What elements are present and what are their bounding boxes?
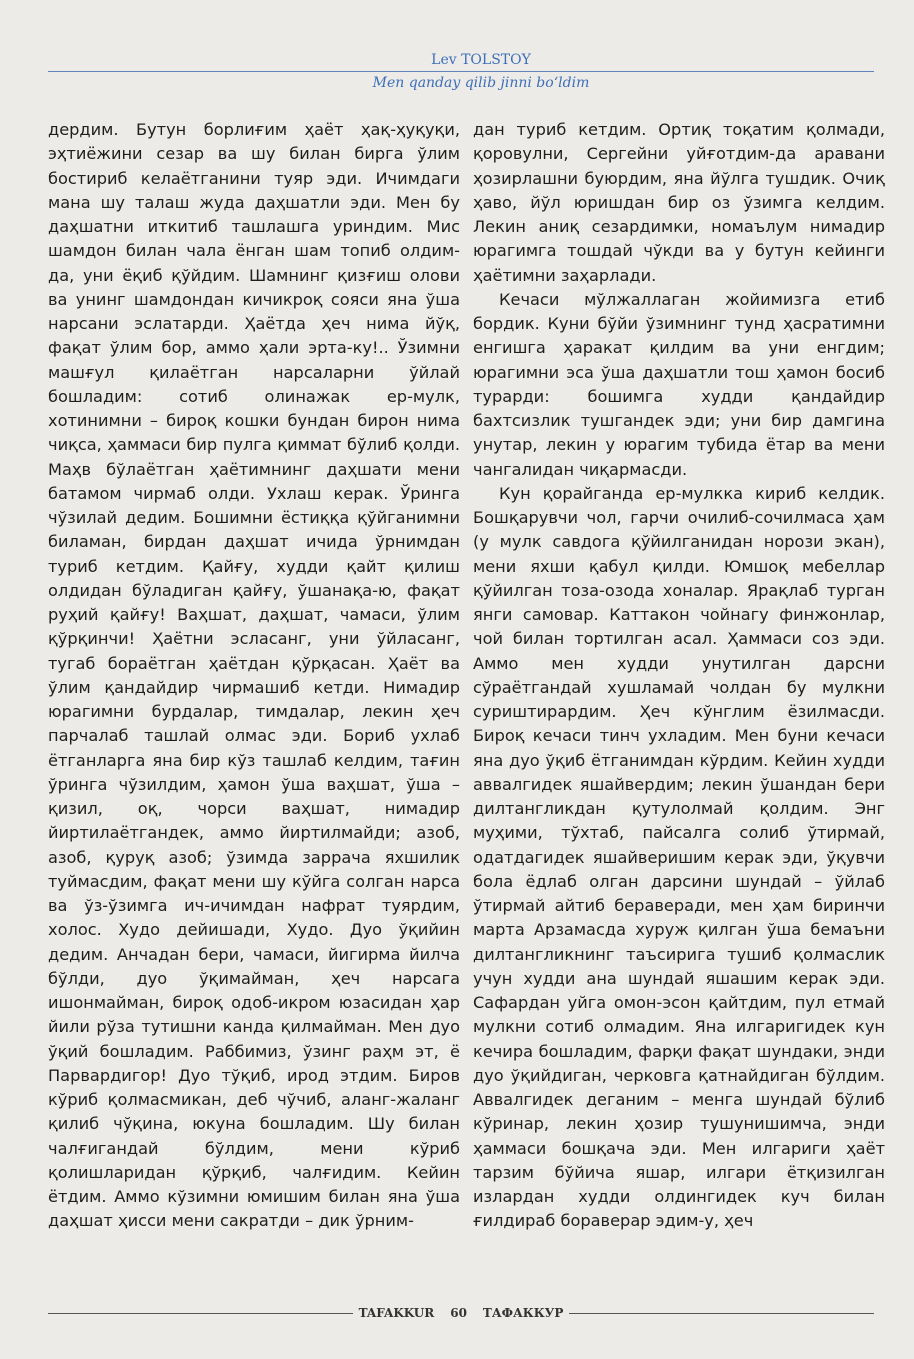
left-column	[48, 118, 460, 1234]
header-rule	[48, 71, 874, 72]
right-paragraph-1: дан туриб кетдим. Ортиқ тоқатим қолмади, қоровулни, Сергейни уйғотдим-да аравани ҳозирлашни буюрдим, яна йўлга тушдик. Очиқ ҳаво, йўл юришдан бир оз ўзимга келдим. Лекин аниқ сезардимки, номаълум нимадир юрагимга тошдай чўкди ва у бутун кейинги ҳаётимни заҳарлади.	[473, 120, 885, 285]
header-author: Lev TOLSTOY	[431, 52, 531, 68]
left-paragraph-1: дердим. Бутун борлиғим ҳаёт ҳақ-ҳуқуқи, эҳтиёжини сезар ва шу билан бирга ўлим бостириб келаётганини туяр эди. Ичимдаги мана шу талаш жуда даҳшатли эди. Мен бу даҳшатни иткитиб ташлашга уриндим. Мис шамдон билан чала ёнган шам топиб олдим-да, уни ёқиб қўйдим. Шамнинг қизғиш олови ва унинг шамдондан кичикроқ сояси яна ўша нарсани эслатарди. Ҳаётда ҳеч нима йўқ, фақат ўлим бор, аммо ҳали эрта-ку!.. Ўзимни машғул қилаётган нарсаларни ўйлай бошладим: сотиб олинажак ер-мулк, хотинимни – бироқ кошки бундан бирон нима чиқса, ҳаммаси бир пулга қиммат бўлиб қолди. Маҳв бўлаётган ҳаётимнинг даҳшати мени батамом чирмаб олди. Ухлаш керак. Ўринга чўзилай дедим. Бошимни ёстиққа қўйганимни биламан, бирдан даҳшат ичида ўрнимдан туриб кетдим. Қайғу, худди қайт қилиш олдидан бўладиган қайғу, ўшанақа-ю, фақат руҳий қайғу! Ваҳшат, даҳшат, чамаси, ўлим қўрқинчи! Ҳаётни эсласанг, уни ўйласанг, тугаб бораётган ҳаётдан қўрқасан. Ҳаёт ва ўлим қандайдир чирмашиб кетди. Нимадир юрагимни бурдалар, тимдалар, лекин ҳеч парчалаб ташлай олмас эди. Бориб ухлаб ётганларга яна бир кўз ташлаб келдим, тағин ўринга чўзилдим, ҳамон ўша ваҳшат, ўша – қизил, оқ, чорси ваҳшат, нимадир йиртилаётгандек, аммо йиртилмайди; азоб, азоб, қуруқ азоб; ўзимда заррача яхшилик туймасдим, фақат мени шу кўйга солган нарса ва ўз-ўзимга ич-ичимдан нафрат туярдим, холос. Худо дейишади, Худо. Дуо ўқийин дедим. Анчадан бери, чамаси, йигирма йилча бўлди, дуо ўқимайман, ҳеч нарсага ишонмайман, бироқ одоб-икром юзасидан ҳар йили рўза тутишни канда қилмайман. Мен дуо ўқий бошладим. Раббимиз, ўзинг раҳм эт, ё Парвардигор! Дуо тўқиб, ирод этдим. Биров кўриб қолмасмикан, деб чўчиб, аланг-жаланг қилиб чўқина, юкуна бошладим. Шу билан чалғигандай бўлдим, мени кўриб қолишларидан қўрқиб, чалғидим. Кейин ётдим. Аммо кўзимни юмишим билан яна ўша даҳшат ҳисси мени сакратди – дик ўрним-	[48, 120, 460, 1231]
right-paragraph-2: Кечаси мўлжаллаган жойимизга етиб бордик. Куни бўйи ўзимнинг тунд ҳасратимни енгишга ҳаракат қилдим ва уни енгдим; юрагимни эса ўша даҳшатли тош ҳамон босиб турарди: бошимга худди қандайдир бахтсизлик тушгандек эди; уни бир дамгина унутар, лекин у юрагим тубида ётар ва мени чангалидан чиқармасди.	[473, 289, 885, 479]
footer-journal-latin: TAFAKKUR	[358, 1306, 435, 1320]
page-footer	[48, 1303, 874, 1323]
footer-journal-cyrillic: ТАФАККУР	[482, 1306, 564, 1320]
right-column	[473, 118, 885, 1234]
right-paragraph-3: Кун қорайганда ер-мулкка кириб келдик. Бошқарувчи чол, гарчи очилиб-сочилмаса ҳам (у мулк савдога қўйилганидан норози экан), мени яхши қабул қилди. Юмшоқ мебеллар қўйилган тоза-озода хоналар. Ярақлаб турган янги самовар. Каттакон чойнагу финжонлар, чой билан тортилган асал. Ҳаммаси соз эди. Аммо мен худди унутилган дарсни сўраётгандай хушламай чолдан бу мулкни суриштирардим. Ҳеч кўнглим ёзилмасди. Бироқ кечаси тинч ухладим. Мен буни кечаси яна дуо ўқиб ётганимдан кўрдим. Кейин худди аввалгидек яшайвердим; лекин ўшандан бери дилтангликдан қутулолмай қолдим. Энг муҳими, тўхтаб, пайсалга солиб ўтирмай, одатдагидек яшайверишим керак эди, ўқувчи бола ёдлаб олган дарсини шундай – ўйлаб ўтирмай айтиб бераверади, мен ҳам биринчи марта Арзамасда хуруж қилган ўша бемаъни дилтангликнинг таъсирига тушиб қолмаслик учун худди ана шундай яшашим керак эди. Сафардан уйга омон-эсон қайтдим, пул етмай мулкни сотиб олмадим. Яна илгаригидек кун кечира бошладим, фарқи фақат шундаки, энди дуо ўқийдиган, черковга қатнайдиган бўлдим. Аввалгидек деганим – менга шундай бўлиб кўринар, лекин ҳозир тушунишимча, энди ҳаммаси бошқача эди. Мен илгариги ҳаёт тарзим бўйича яшар, илгари ётқизилган излардан худди олдингидек куч билан ғилдираб бораверар эдим-у, ҳеч	[473, 483, 885, 1231]
footer-rule-right	[569, 1313, 874, 1314]
footer-rule-left	[48, 1313, 353, 1314]
running-header	[48, 52, 874, 91]
header-title: Men qanday qilib jinni bo‘ldim	[372, 75, 590, 91]
page-number: 60	[450, 1306, 467, 1320]
